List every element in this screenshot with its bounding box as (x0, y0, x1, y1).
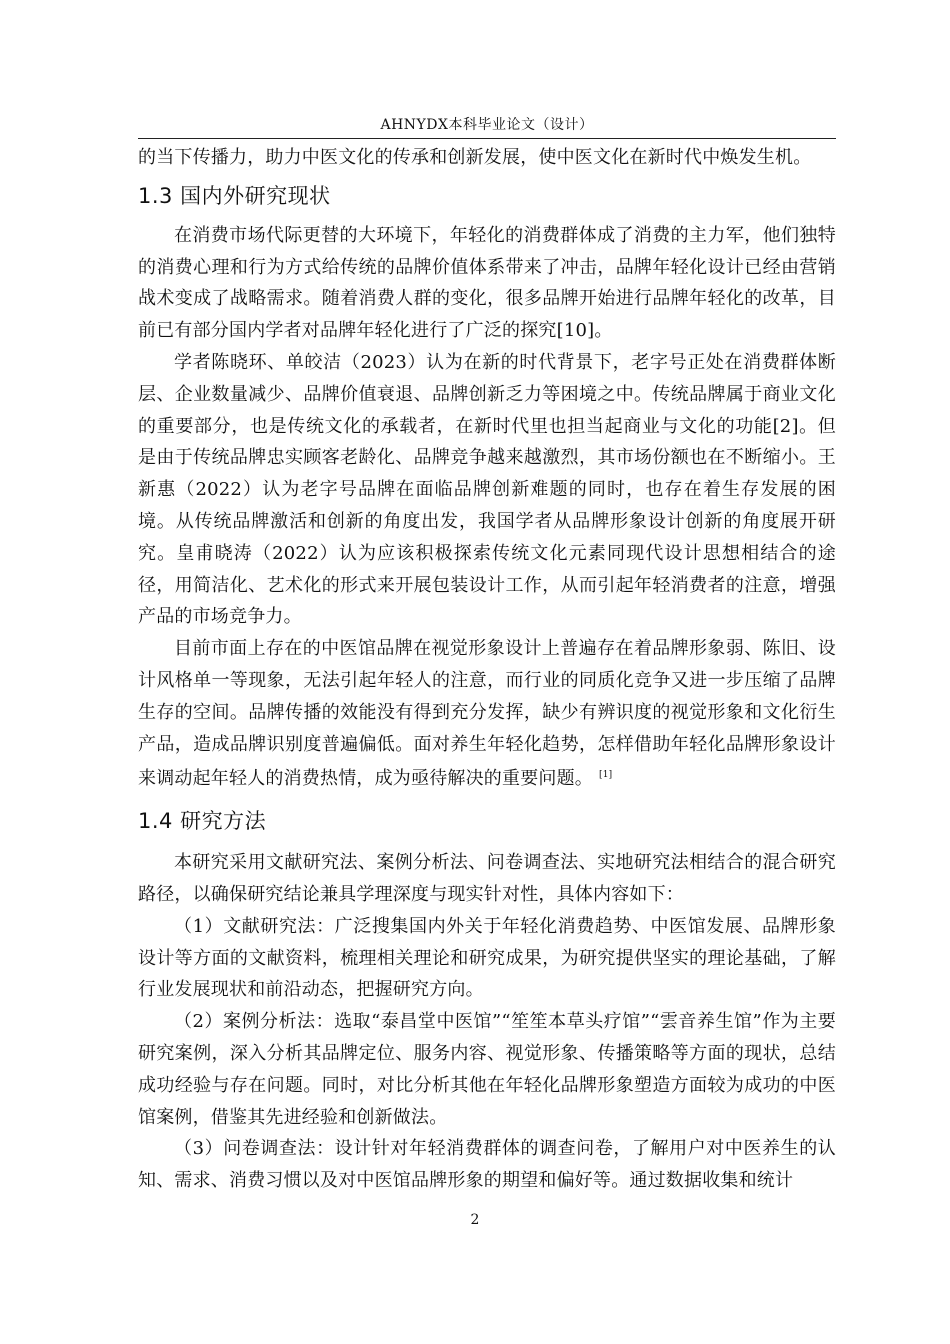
paragraph-1-4-3: （2）案例分析法：选取“泰昌堂中医馆”“笙笙本草头疗馆”“雲音养生馆”作为主要研究案例，深入分析其品牌定位、服务内容、视觉形象、传播策略等方面的现状，总结成功经验与存在问题。同时，对比分析其他在年轻化品牌形象塑造方面较为成功的中医馆案例，借鉴其先进经验和创新做法。 (138, 1011, 836, 1128)
paragraph-1-4-2: （1）文献研究法：广泛搜集国内外关于年轻化消费趋势、中医馆发展、品牌形象设计等方面的文献资料，梳理相关理论和研究成果，为研究提供坚实的理论基础，了解行业发展现状和前沿动态，把握研究方向。 (138, 915, 836, 1001)
paragraph-1-3-3 (138, 633, 836, 795)
section-heading-1-3: 1.3 国内外研究现状 (138, 183, 331, 208)
paragraph-1-4-4: （3）问卷调查法：设计针对年轻消费群体的调查问卷，了解用户对中医养生的认知、需求、消费习惯以及对中医馆品牌形象的期望和偏好等。通过数据收集和统计 (138, 1138, 836, 1192)
page-number: 2 (470, 1212, 480, 1228)
section-heading-1-4: 1.4 研究方法 (138, 809, 267, 834)
page-body (138, 142, 836, 1197)
paragraph-1-3-2: 学者陈晓环、单皎洁（2023）认为在新的时代背景下，老字号正处在消费群体断层、企业数量减少、品牌价值衰退、品牌创新乏力等困境之中。传统品牌属于商业文化的重要部分，也是传统文化的承载者，在新时代里也担当起商业与文化的功能[2]。但是由于传统品牌忠实顾客老龄化、品牌竞争越来越激烈，其市场份额也在不断缩小。王新惠（2022）认为老字号品牌在面临品牌创新难题的同时，也存在着生存发展的困境。从传统品牌激活和创新的角度出发，我国学者从品牌形象设计创新的角度展开研究。皇甫晓涛（2022）认为应该积极探索传统文化元素同现代设计思想相结合的途径，用简洁化、艺术化的形式来开展包装设计工作，从而引起年轻消费者的注意，增强产品的市场竞争力。 (138, 351, 836, 628)
citation-marker: [1] (599, 770, 613, 781)
header-rule (138, 138, 836, 139)
paragraph-1-3-3-text: 目前市面上存在的中医馆品牌在视觉形象设计上普遍存在着品牌形象弱、陈旧、设计风格单一等现象，无法引起年轻人的注意，而行业的同质化竞争又进一步压缩了品牌生存的空间。品牌传播的效能没有得到充分发挥，缺少有辨识度的视觉形象和文化衍生产品，造成品牌识别度普遍偏低。面对养生年轻化趋势，怎样借助年轻化品牌形象设计来调动起年轻人的消费热情，成为亟待解决的重要问题。 (138, 638, 836, 790)
running-header: AHNYDX本科毕业论文（设计） (380, 117, 594, 133)
paragraph-1-4-1: 本研究采用文献研究法、案例分析法、问卷调查法、实地研究法相结合的混合研究路径，以确保研究结论兼具学理深度与现实针对性，具体内容如下： (138, 852, 836, 905)
paragraph-1-3-1: 在消费市场代际更替的大环境下，年轻化的消费群体成了消费的主力军，他们独特的消费心理和行为方式给传统的品牌价值体系带来了冲击，品牌年轻化设计已经由营销战术变成了战略需求。随着消费人群的变化，很多品牌开始进行品牌年轻化的改革，目前已有部分国内学者对品牌年轻化进行了广泛的探究[10]。 (138, 224, 836, 342)
continuation-paragraph: 的当下传播力，助力中医文化的传承和创新发展，使中医文化在新时代中焕发生机。 (138, 147, 812, 168)
